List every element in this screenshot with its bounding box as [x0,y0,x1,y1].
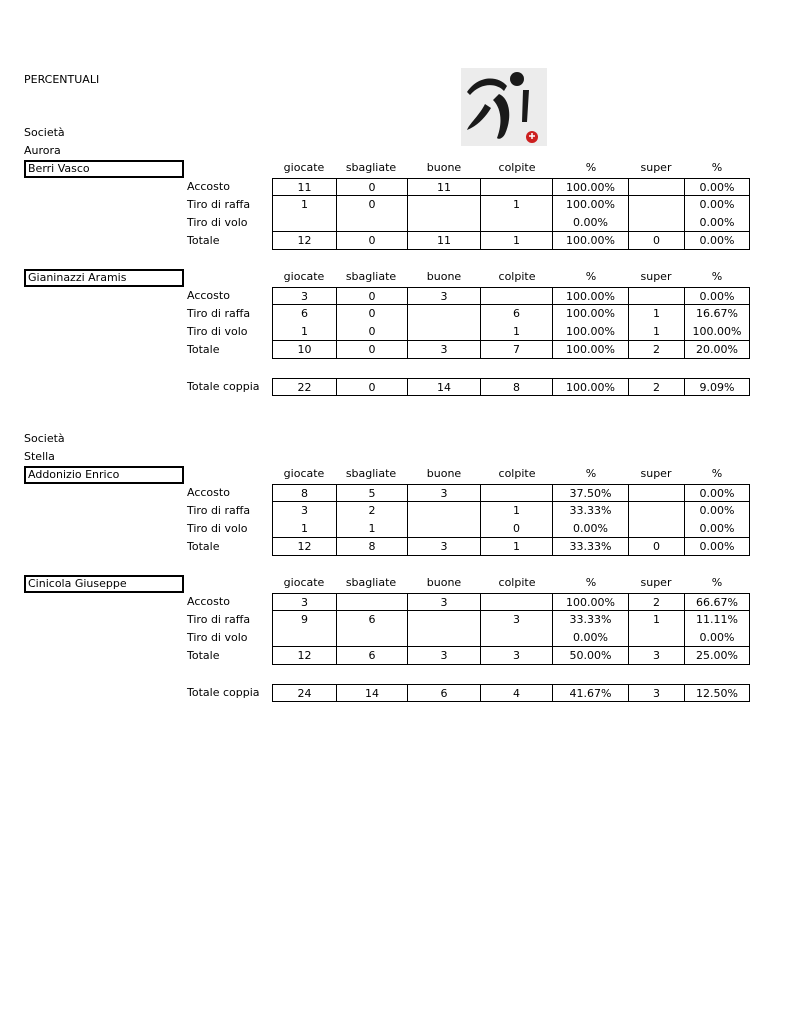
cell-sbagliate: 2 [336,502,407,520]
cell-giocate: 1 [272,323,336,341]
cell-pct-riuscita: 100.00% [552,232,628,250]
row-label: Tiro di volo [187,631,248,644]
cell-super [628,178,684,196]
column-header-sbagliate: sbagliate [345,270,397,283]
cell-giocate: 3 [272,593,336,611]
cell-buone [407,214,480,232]
column-header-colpite: colpite [498,467,536,480]
column-header-buone: buone [426,467,462,480]
stats-row [272,178,750,196]
cell-giocate: 3 [272,502,336,520]
cell-super: 3 [628,684,684,702]
cell-colpite [480,484,552,502]
bocce-player-icon [461,68,547,146]
cell-super [628,196,684,214]
cell-pct-riuscita: 100.00% [552,323,628,341]
cell-pct-riuscita: 0.00% [552,214,628,232]
cell-buone: 3 [407,341,480,359]
cell-colpite: 3 [480,611,552,629]
cell-buone [407,611,480,629]
cell-sbagliate: 0 [336,341,407,359]
cell-colpite: 3 [480,647,552,665]
cell-sbagliate: 0 [336,232,407,250]
cell-buone: 3 [407,647,480,665]
cell-buone: 6 [407,684,480,702]
row-label: Totale [187,540,220,553]
row-label: Totale [187,343,220,356]
cell-pct-super: 0.00% [684,196,750,214]
cell-pct-super: 9.09% [684,378,750,396]
cell-giocate: 9 [272,611,336,629]
cell-pct-riuscita: 33.33% [552,611,628,629]
cell-giocate: 3 [272,287,336,305]
cell-buone: 3 [407,593,480,611]
cell-sbagliate: 6 [336,611,407,629]
stats-row [272,287,750,305]
cell-giocate: 1 [272,520,336,538]
cell-giocate: 24 [272,684,336,702]
cell-pct-super: 0.00% [684,178,750,196]
stats-row [272,629,750,647]
cell-giocate: 12 [272,232,336,250]
stats-row [272,214,750,232]
column-header-super: super [640,270,672,283]
cell-pct-riuscita: 100.00% [552,196,628,214]
cell-pct-super: 100.00% [684,323,750,341]
cell-super: 2 [628,378,684,396]
cell-giocate: 22 [272,378,336,396]
column-header-colpite: colpite [498,161,536,174]
cell-pct-super: 0.00% [684,629,750,647]
row-label: Totale [187,649,220,662]
stats-row [272,341,750,359]
column-header-super: super [640,161,672,174]
cell-giocate: 6 [272,305,336,323]
cell-sbagliate: 0 [336,178,407,196]
pair-total-label: Totale coppia [187,380,260,393]
cell-pct-riuscita: 33.33% [552,538,628,556]
cell-super [628,629,684,647]
cell-super: 1 [628,323,684,341]
cell-buone: 14 [407,378,480,396]
stats-row [272,611,750,629]
cell-colpite: 1 [480,196,552,214]
row-label: Tiro di volo [187,522,248,535]
cell-pct-riuscita: 100.00% [552,178,628,196]
cell-pct-riuscita: 100.00% [552,378,628,396]
column-header-pct-super: % [711,161,723,174]
row-label: Accosto [187,180,230,193]
cell-pct-riuscita: 33.33% [552,502,628,520]
stats-row [272,538,750,556]
cell-giocate: 1 [272,196,336,214]
cell-pct-super: 0.00% [684,287,750,305]
cell-sbagliate [336,629,407,647]
column-header-sbagliate: sbagliate [345,161,397,174]
stats-row [272,305,750,323]
cell-sbagliate: 0 [336,287,407,305]
cell-super [628,502,684,520]
cell-colpite: 7 [480,341,552,359]
row-label: Tiro di raffa [187,307,251,320]
cell-buone: 3 [407,287,480,305]
society-name: Stella [24,450,55,463]
cell-pct-super: 12.50% [684,684,750,702]
cell-pct-riuscita: 100.00% [552,305,628,323]
cell-giocate: 12 [272,538,336,556]
column-header-pct-riuscita: % [585,161,597,174]
stats-row [272,196,750,214]
cell-pct-riuscita: 41.67% [552,684,628,702]
column-header-giocate: giocate [283,161,325,174]
cell-giocate: 12 [272,647,336,665]
society-name: Aurora [24,144,61,157]
cell-super: 3 [628,647,684,665]
column-header-giocate: giocate [283,270,325,283]
cell-colpite [480,214,552,232]
society-label: Società [24,126,65,139]
column-header-pct-riuscita: % [585,576,597,589]
player-name: Addonizio Enrico [24,466,184,484]
row-label: Totale [187,234,220,247]
row-label: Tiro di volo [187,216,248,229]
cell-super [628,520,684,538]
cell-sbagliate: 0 [336,196,407,214]
cell-sbagliate: 1 [336,520,407,538]
cell-buone [407,196,480,214]
cell-super: 0 [628,538,684,556]
stats-row [272,647,750,665]
cell-colpite: 1 [480,323,552,341]
pair-total-row [272,684,750,702]
cell-super [628,484,684,502]
column-header-giocate: giocate [283,576,325,589]
column-header-sbagliate: sbagliate [345,576,397,589]
cell-pct-super: 0.00% [684,232,750,250]
stats-row [272,232,750,250]
column-header-super: super [640,576,672,589]
cell-buone: 3 [407,484,480,502]
cell-super: 1 [628,305,684,323]
stats-row [272,502,750,520]
cell-super [628,287,684,305]
cell-pct-super: 0.00% [684,520,750,538]
cell-pct-riuscita: 100.00% [552,287,628,305]
stats-row [272,593,750,611]
cell-colpite [480,178,552,196]
cell-buone: 11 [407,178,480,196]
cell-sbagliate: 0 [336,378,407,396]
cell-sbagliate: 14 [336,684,407,702]
cell-pct-super: 0.00% [684,484,750,502]
cell-colpite [480,629,552,647]
cell-sbagliate: 0 [336,323,407,341]
page-title: PERCENTUALI [24,73,100,86]
cell-pct-riuscita: 100.00% [552,341,628,359]
cell-sbagliate: 8 [336,538,407,556]
player-name: Cinicola Giuseppe [24,575,184,593]
cell-pct-super: 25.00% [684,647,750,665]
cell-colpite: 6 [480,305,552,323]
column-header-pct-super: % [711,576,723,589]
cell-super: 0 [628,232,684,250]
cell-pct-super: 0.00% [684,502,750,520]
stats-row [272,520,750,538]
cell-colpite [480,593,552,611]
player-name: Berri Vasco [24,160,184,178]
stats-row [272,484,750,502]
row-label: Tiro di raffa [187,198,251,211]
column-header-buone: buone [426,161,462,174]
cell-colpite: 1 [480,538,552,556]
cell-colpite: 0 [480,520,552,538]
cell-pct-super: 0.00% [684,214,750,232]
column-header-buone: buone [426,270,462,283]
society-label: Società [24,432,65,445]
cell-super [628,214,684,232]
cell-buone [407,502,480,520]
column-header-colpite: colpite [498,270,536,283]
cell-pct-super: 66.67% [684,593,750,611]
cell-giocate [272,629,336,647]
cell-pct-riuscita: 0.00% [552,629,628,647]
cell-sbagliate [336,214,407,232]
cell-pct-super: 11.11% [684,611,750,629]
cell-super: 2 [628,593,684,611]
cell-sbagliate: 0 [336,305,407,323]
pair-total-label: Totale coppia [187,686,260,699]
cell-colpite: 8 [480,378,552,396]
column-header-pct-super: % [711,467,723,480]
cell-buone: 11 [407,232,480,250]
cell-pct-super: 0.00% [684,538,750,556]
cell-sbagliate: 6 [336,647,407,665]
cell-giocate: 8 [272,484,336,502]
cell-super: 2 [628,341,684,359]
cell-giocate: 11 [272,178,336,196]
cell-pct-super: 20.00% [684,341,750,359]
cell-buone [407,305,480,323]
cell-buone [407,629,480,647]
cell-buone [407,323,480,341]
cell-buone: 3 [407,538,480,556]
cell-giocate: 10 [272,341,336,359]
cell-pct-riuscita: 37.50% [552,484,628,502]
column-header-pct-riuscita: % [585,467,597,480]
cell-colpite [480,287,552,305]
cell-pct-riuscita: 50.00% [552,647,628,665]
row-label: Tiro di volo [187,325,248,338]
column-header-super: super [640,467,672,480]
column-header-pct-riuscita: % [585,270,597,283]
cell-pct-riuscita: 0.00% [552,520,628,538]
cell-pct-super: 16.67% [684,305,750,323]
cell-colpite: 1 [480,502,552,520]
row-label: Accosto [187,486,230,499]
row-label: Tiro di raffa [187,504,251,517]
column-header-colpite: colpite [498,576,536,589]
cell-super: 1 [628,611,684,629]
row-label: Accosto [187,289,230,302]
cell-colpite: 1 [480,232,552,250]
player-name: Gianinazzi Aramis [24,269,184,287]
cell-sbagliate [336,593,407,611]
cell-buone [407,520,480,538]
column-header-sbagliate: sbagliate [345,467,397,480]
row-label: Accosto [187,595,230,608]
cell-pct-riuscita: 100.00% [552,593,628,611]
column-header-buone: buone [426,576,462,589]
column-header-pct-super: % [711,270,723,283]
column-header-giocate: giocate [283,467,325,480]
cell-colpite: 4 [480,684,552,702]
pair-total-row [272,378,750,396]
cell-sbagliate: 5 [336,484,407,502]
bocce-player-logo [461,68,547,146]
row-label: Tiro di raffa [187,613,251,626]
stats-row [272,323,750,341]
cell-giocate [272,214,336,232]
